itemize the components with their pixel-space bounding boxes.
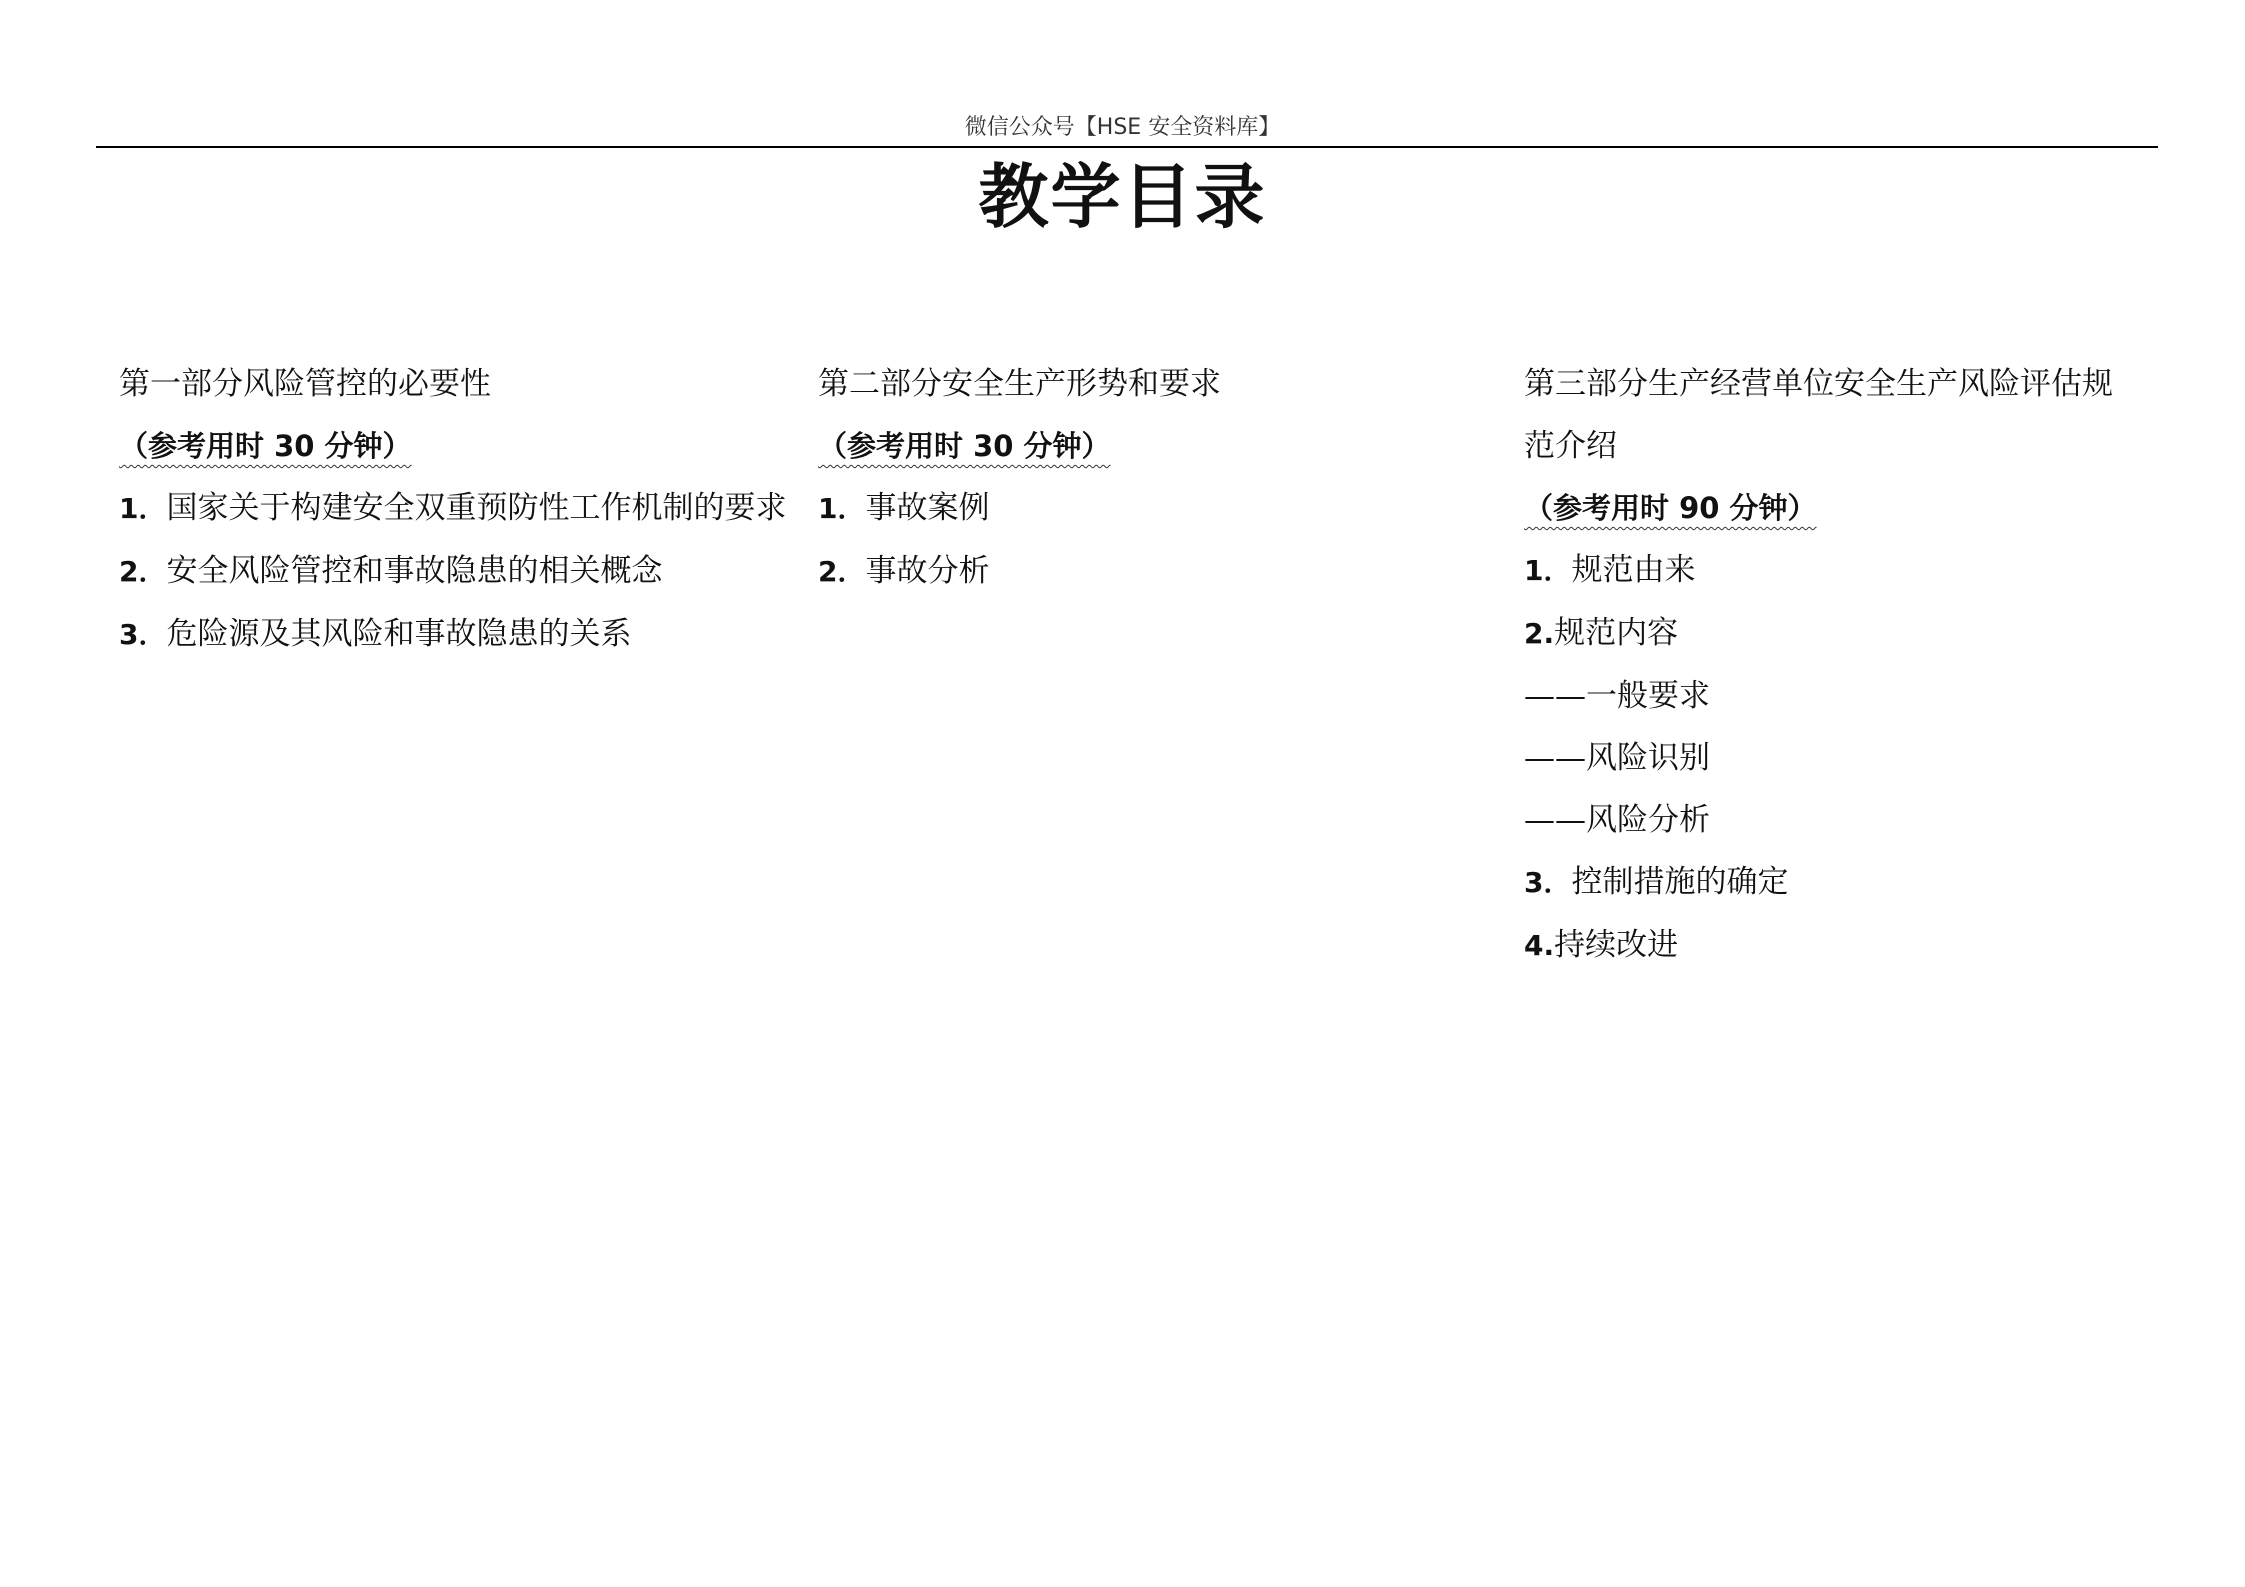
toc-item (1524, 539, 2124, 602)
duration-note: （参考用时 30 分钟） (818, 429, 1111, 463)
duration-line (119, 415, 719, 477)
toc-column-part-3 (1524, 353, 2124, 977)
duration-note: （参考用时 90 分钟） (1524, 491, 1817, 525)
toc-item (1524, 602, 2124, 665)
subitem-text: ——风险分析 (1524, 802, 1710, 838)
toc-column-part-2 (818, 353, 1418, 603)
toc-item (818, 477, 1418, 540)
item-number: 4. (1524, 929, 1555, 962)
toc-item (119, 477, 787, 540)
item-number: 2. (1524, 617, 1555, 650)
part-title: 第一部分风险管控的必要性 (119, 366, 491, 402)
item-text: 事故分析 (865, 553, 990, 589)
toc-item (119, 540, 719, 603)
header-divider (96, 146, 2158, 148)
item-text: 持续改进 (1554, 927, 1679, 963)
subitem-text: ——风险识别 (1524, 740, 1710, 776)
toc-column-part-1 (119, 353, 787, 666)
toc-item (1524, 851, 2124, 914)
item-text: 规范由来 (1571, 552, 1696, 588)
item-number: 1． (818, 492, 866, 525)
item-number: 3． (119, 618, 167, 651)
toc-item (119, 603, 719, 666)
item-number: 3． (1524, 866, 1572, 899)
duration-line (1524, 477, 2124, 539)
item-number: 2． (119, 555, 167, 588)
toc-subitem (1524, 789, 2124, 851)
item-text: 规范内容 (1554, 615, 1679, 651)
part-title: 第二部分安全生产形势和要求 (818, 366, 1221, 402)
page-header: 微信公众号【HSE 安全资料库】 (964, 115, 1281, 140)
duration-note: （参考用时 30 分钟） (119, 429, 412, 463)
toc-subitem (1524, 727, 2124, 789)
duration-line (818, 415, 1418, 477)
part-title: 第三部分生产经营单位安全生产风险评估规范介绍 (1524, 366, 2113, 464)
item-number: 1． (1524, 554, 1572, 587)
toc-subitem (1524, 665, 2124, 727)
toc-item (1524, 914, 2124, 977)
item-number: 1． (119, 492, 167, 525)
item-number: 2． (818, 555, 866, 588)
item-text: 事故案例 (865, 490, 990, 526)
item-text: 安全风险管控和事故隐患的相关概念 (166, 553, 663, 589)
page-title: 教学目录 (978, 155, 1267, 238)
item-text: 危险源及其风险和事故隐患的关系 (166, 616, 632, 652)
item-text: 国家关于构建安全双重预防性工作机制的要求 (166, 490, 787, 526)
item-text: 控制措施的确定 (1571, 864, 1789, 900)
subitem-text: ——一般要求 (1524, 678, 1710, 714)
toc-item (818, 540, 1418, 603)
